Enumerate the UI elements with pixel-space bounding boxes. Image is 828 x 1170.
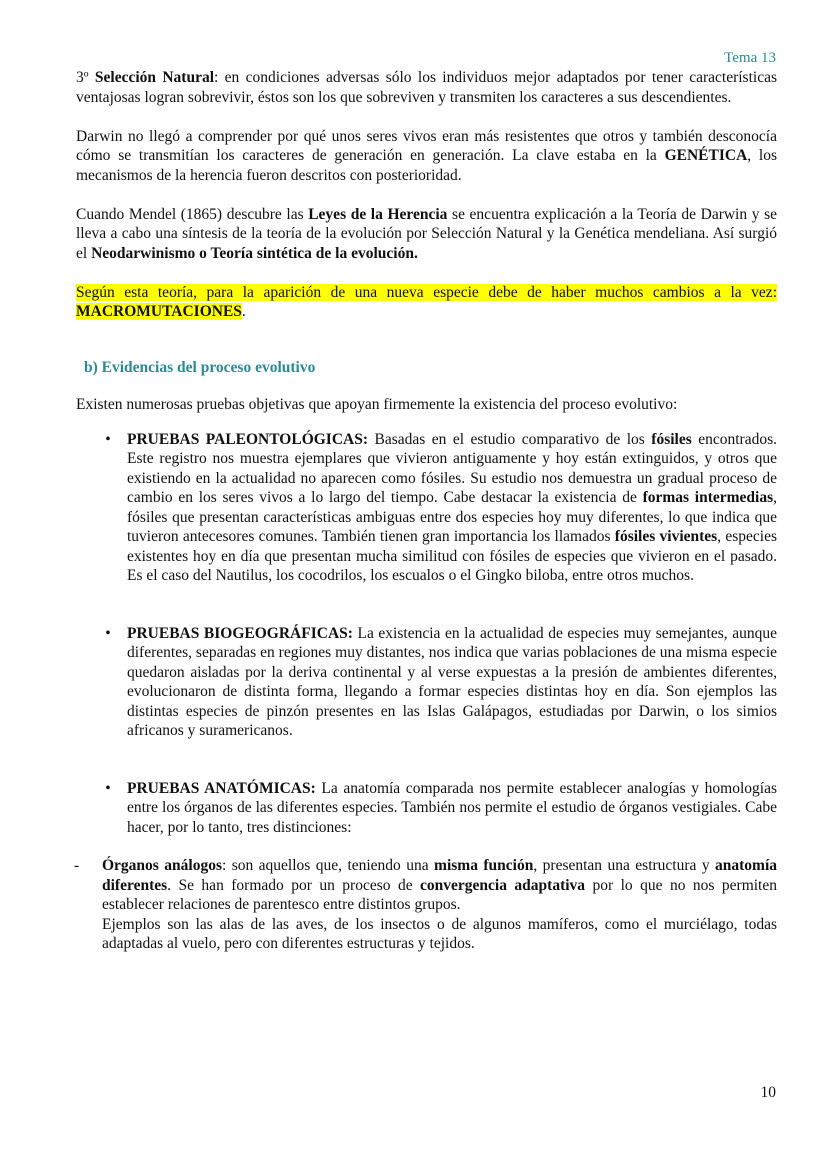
bold-term: PRUEBAS ANATÓMICAS:	[127, 779, 316, 797]
list-item-biogeograficas	[76, 624, 777, 741]
paragraph-text: La existencia en la actualidad de especies muy semejantes, aunque diferentes, separadas en regiones muy distantes, nos indica que varias poblaciones de una misma especie quedaron aisladas por la deriva continental y al verse expuestas a la presión de ambientes diferentes, evolucionaron de distinta forma, llegando a formar especies distintas hoy en día. Son ejemplos las distintas especies de pinzón presentes en las Islas Galápagos, estudiadas por Darwin, o los simios africanos y suramericanos.	[127, 624, 777, 739]
paragraph-seleccion-natural	[76, 68, 777, 107]
list-item-paleontologicas	[76, 430, 777, 586]
enumeration: 3º	[76, 69, 95, 86]
bold-term: Neodarwinismo o Teoría sintética de la evolución.	[91, 244, 418, 262]
paragraph-mendel	[76, 205, 777, 264]
paragraph-text: , especies existentes hoy en día que presentan mucha similitud con fósiles de especies que vivieron en el pasado. Es el caso del Nautilus, los cocodrilos, los escualos o el Gingko biloba, entre otros muchos.	[127, 528, 778, 584]
paragraph-highlighted-macromutaciones	[76, 283, 777, 322]
paragraph-intro: Existen numerosas pruebas objetivas que apoyan firmemente la existencia del proceso evolutivo:	[76, 396, 678, 413]
bullet-mark: •	[105, 779, 111, 797]
paragraph-text: Basadas en el estudio comparativo de los	[368, 430, 652, 448]
paragraph-text: Darwin no llegó a comprender por qué unos seres vivos eran más resistentes que otros y también desconocía cómo se transmitían los caracteres de generación en generación. La clave estaba en la	[76, 127, 777, 164]
bold-term: misma función	[434, 857, 534, 874]
page-body	[76, 68, 777, 954]
paragraph-text: por lo que no nos permiten establecer relaciones de parentesco entre distintos grupos.	[102, 876, 777, 913]
paragraph-text: : en condiciones adversas sólo los individuos mejor adaptados por tener características ventajosas logran sobrevivir, éstos son los que sobreviven y transmiten los caracteres a sus descendientes.	[76, 69, 777, 106]
bold-term: fósiles vivientes	[614, 528, 718, 545]
page-number: 10	[760, 1084, 776, 1101]
bold-term: Leyes de la Herencia	[308, 205, 448, 223]
paragraph-text: La anatomía comparada nos permite establecer analogías y homologías entre los órganos de las diferentes especies. También nos permite el estudio de órganos vestigiales. Cabe hacer, por lo tanto, tres distinciones:	[127, 779, 777, 836]
paragraph-text: . Se han formado por un proceso de	[167, 876, 421, 894]
paragraph-text: se encuentra explicación a la Teoría de Darwin y se lleva a cabo una síntesis de la teoría de la evolución por Selección Natural y la Genética mendeliana. Así surgió el	[76, 205, 777, 262]
paragraph-text: .	[241, 303, 246, 320]
bold-term: PRUEBAS PALEONTOLÓGICAS:	[127, 430, 369, 448]
paragraph-text: Cuando Mendel (1865) descubre las	[76, 205, 309, 223]
section-heading: b) Evidencias del proceso evolutivo	[84, 358, 316, 376]
bold-term: Órganos análogos	[102, 857, 222, 874]
bold-term: fósiles	[651, 430, 692, 448]
bold-term: formas intermedias	[642, 489, 774, 506]
paragraph-darwin	[76, 127, 777, 186]
dash-item-organos-analogos	[76, 856, 777, 954]
page-header-tema: Tema 13	[724, 50, 776, 66]
paragraph-text: , fósiles que presentan características ambiguas entre dos especies hoy muy diferentes, lo que indica que tuvieron antecesores comunes. También tienen gran importancia los llamados	[127, 489, 777, 545]
dash-mark: -	[74, 857, 80, 874]
paragraph-text: , presentan una estructura y	[533, 857, 715, 874]
bold-term: PRUEBAS BIOGEOGRÁFICAS:	[127, 624, 353, 642]
organos-analogos-definition	[102, 856, 777, 915]
list-item-anatomicas	[76, 779, 777, 838]
bold-term: anatomía diferentes	[102, 857, 777, 894]
bullet-mark: •	[105, 624, 111, 642]
bold-term: convergencia adaptativa	[420, 876, 586, 894]
organos-analogos-example: Ejemplos son las alas de las aves, de los insectos o de algunos mamíferos, como el murciélago, todas adaptadas al vuelo, pero con diferentes estructuras y tejidos.	[102, 915, 777, 952]
bold-term: GENÉTICA	[664, 147, 748, 164]
paragraph-text: encontrados. Este registro nos muestra ejemplares que vivieron antiguamente y hoy están extinguidos, y otros que existiendo en la actualidad no aparecen como fósiles. Su estudio nos demuestra un gradual proceso de cambio en los seres vivos a lo largo del tiempo. Cabe destacar la existencia de	[127, 430, 777, 506]
paragraph-text: : son aquellos que, teniendo una	[221, 857, 435, 874]
highlighted-text: Según esta teoría, para la aparición de una nueva especie debe de haber muchos cambios a la vez:	[76, 283, 777, 301]
bullet-mark: •	[105, 430, 111, 448]
evidence-list	[76, 430, 777, 838]
highlighted-bold-term: MACROMUTACIONES	[76, 303, 242, 320]
paragraph-text: , los mecanismos de la herencia fueron descritos con posterioridad.	[76, 147, 777, 184]
bold-term: Selección Natural	[94, 69, 215, 86]
